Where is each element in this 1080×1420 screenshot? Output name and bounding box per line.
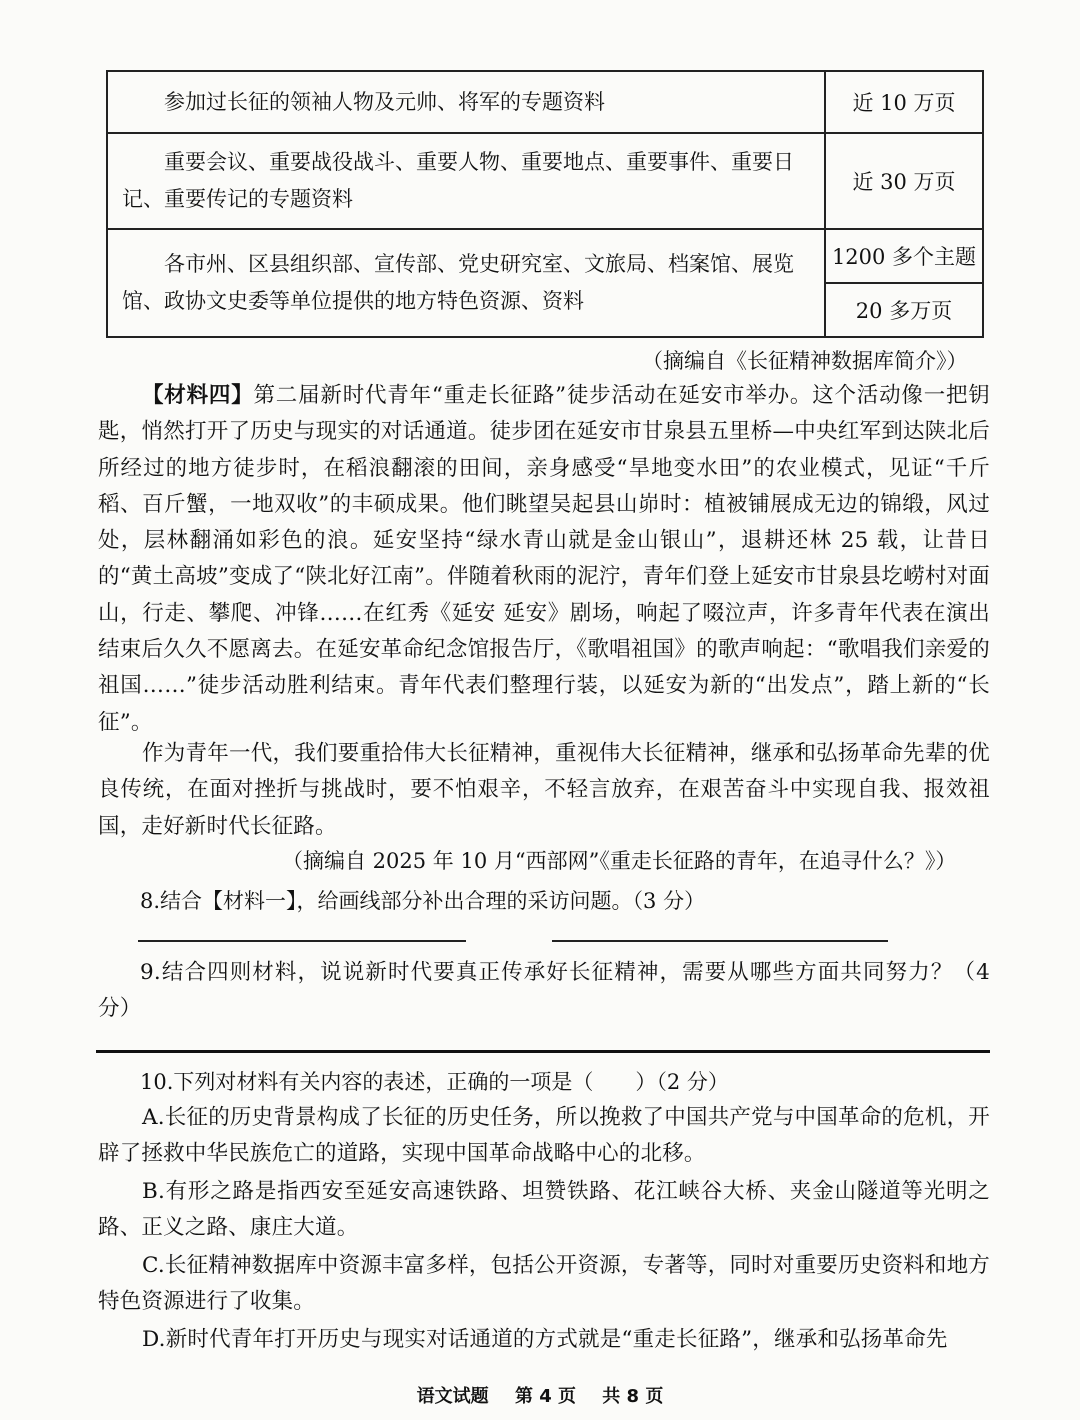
material4-paragraph-2: 作为青年一代，我们要重拾伟大长征精神，重视伟大长征精神，继承和弘扬革命先辈的优良传统，在面对挫折与挑战时，要不怕艰辛，不轻言放弃，在艰苦奋斗中实现自我、报效祖国，走好新时代长征路。 [98,741,990,839]
footer-subject: 语文试题 [416,1386,489,1407]
table-source: （摘编自《长征精神数据库简介》） [642,349,968,373]
resource-table [106,70,984,338]
question-10: 10.下列对材料有关内容的表述，正确的一项是（ ）（2 分） [140,1070,729,1094]
material4-label: 【材料四】 [142,383,254,408]
table-row [107,133,983,229]
table-cell-desc: 重要会议、重要战役战斗、重要人物、重要地点、重要事件、重要日记、重要传记的专题资料 [107,133,825,229]
table-cell-qty: 近 10 万页 [825,71,983,133]
answer-line[interactable] [96,1050,990,1053]
table-cell-qty: 20 多万页 [825,283,983,337]
material4-source: （摘编自 2025 年 10 月“西部网”《重走长征路的青年，在追寻什么？》） [282,849,957,873]
answer-line[interactable] [138,940,466,942]
option-c: C.长征精神数据库中资源丰富多样，包括公开资源，专著等，同时对重要历史资料和地方特色资源进行了收集。 [98,1253,990,1315]
answer-line[interactable] [552,940,888,942]
question-9: 9.结合四则材料，说说新时代要真正传承好长征精神，需要从哪些方面共同努力？（4 分） [98,960,990,1022]
footer-page: 第 4 页 [514,1386,576,1407]
table-cell-desc: 参加过长征的领袖人物及元帅、将军的专题资料 [107,71,825,133]
material4-text: 第二届新时代青年“重走长征路”徒步活动在延安市举办。这个活动像一把钥匙，悄然打开了历史与现实的对话通道。徒步团在延安市甘泉县五里桥—中央红军到达陕北后所经过的地方徒步时，在稻浪翻滚的田间，亲身感受“旱地变水田”的农业模式，见证“千斤稻、百斤蟹，一地双收”的丰硕成果。他们眺望吴起县山峁时：植被铺展成无边的锦缎，风过处，层林翻涌如彩色的浪。延安坚持“绿水青山就是金山银山”，退耕还林 25 载，让昔日的“黄土高坡”变成了“陕北好江南”。伴随着秋雨的泥泞，青年们登上延安市甘泉县圪崂村对面山，行走、攀爬、冲锋……在红秀《延安 延安》剧场，响起了啜泣声，许多青年代表在演出结束后久久不愿离去。在延安革命纪念馆报告厅，《歌唱祖国》的歌声响起：“歌唱我们亲爱的祖国……”徒步活动胜利结束。青年代表们整理行装，以延安为新的“出发点”，踏上新的“长征”。 [98,383,990,735]
option-b: B.有形之路是指西安至延安高速铁路、坦赞铁路、花江峡谷大桥、夹金山隧道等光明之路、正义之路、康庄大道。 [98,1179,990,1241]
material4-paragraph [98,378,990,741]
option-a: A.长征的历史背景构成了长征的历史任务，所以挽救了中国共产党与中国革命的危机，开辟了拯救中华民族危亡的道路，实现中国革命战略中心的北移。 [98,1105,990,1167]
table-cell-qty: 近 30 万页 [825,133,983,229]
question-8: 8.结合【材料一】，给画线部分补出合理的采访问题。（3 分） [140,889,706,913]
table-cell-desc: 各市州、区县组织部、宣传部、党史研究室、文旅局、档案馆、展览馆、政协文史委等单位提供的地方特色资源、资料 [107,229,825,337]
page-footer [0,1382,1080,1408]
footer-total: 共 8 页 [602,1386,664,1407]
table-cell-qty: 1200 多个主题 [825,229,983,283]
table-row [107,71,983,133]
table-row [107,229,983,283]
option-d: D.新时代青年打开历史与现实对话通道的方式就是“重走长征路”，继承和弘扬革命先 [142,1327,948,1352]
